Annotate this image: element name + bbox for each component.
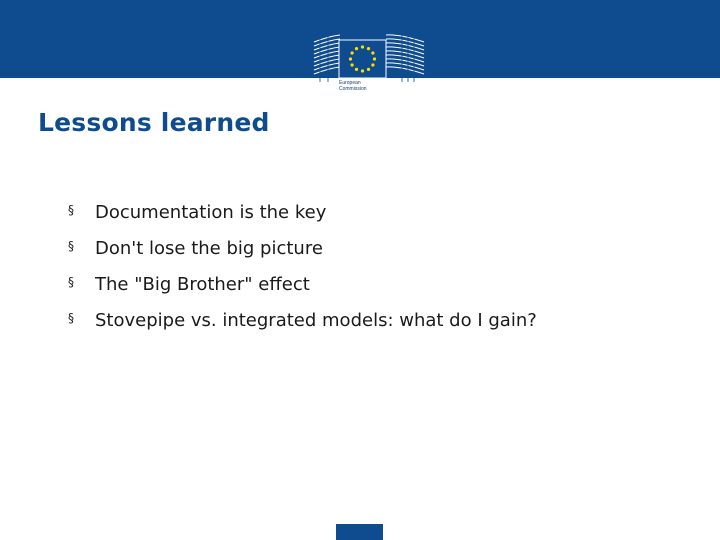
berlaymont-building-icon [310,18,430,102]
bullet-marker-icon: § [68,203,74,217]
footer-bar [336,524,383,540]
bullet-marker-icon: § [68,275,74,289]
bullet-text: Don't lose the big picture [95,238,323,259]
bullet-text: The "Big Brother" effect [95,274,310,295]
logo-text-line1: European [339,80,361,86]
european-commission-logo [310,18,430,102]
bullet-marker-icon: § [68,239,74,253]
bullet-marker-icon: § [68,311,74,325]
bullet-text: Documentation is the key [95,202,327,223]
logo-text-line2: Commission [339,86,367,92]
slide-title: Lessons learned [38,108,270,137]
bullet-text: Stovepipe vs. integrated models: what do I gain? [95,310,537,331]
logo-text [339,80,367,92]
